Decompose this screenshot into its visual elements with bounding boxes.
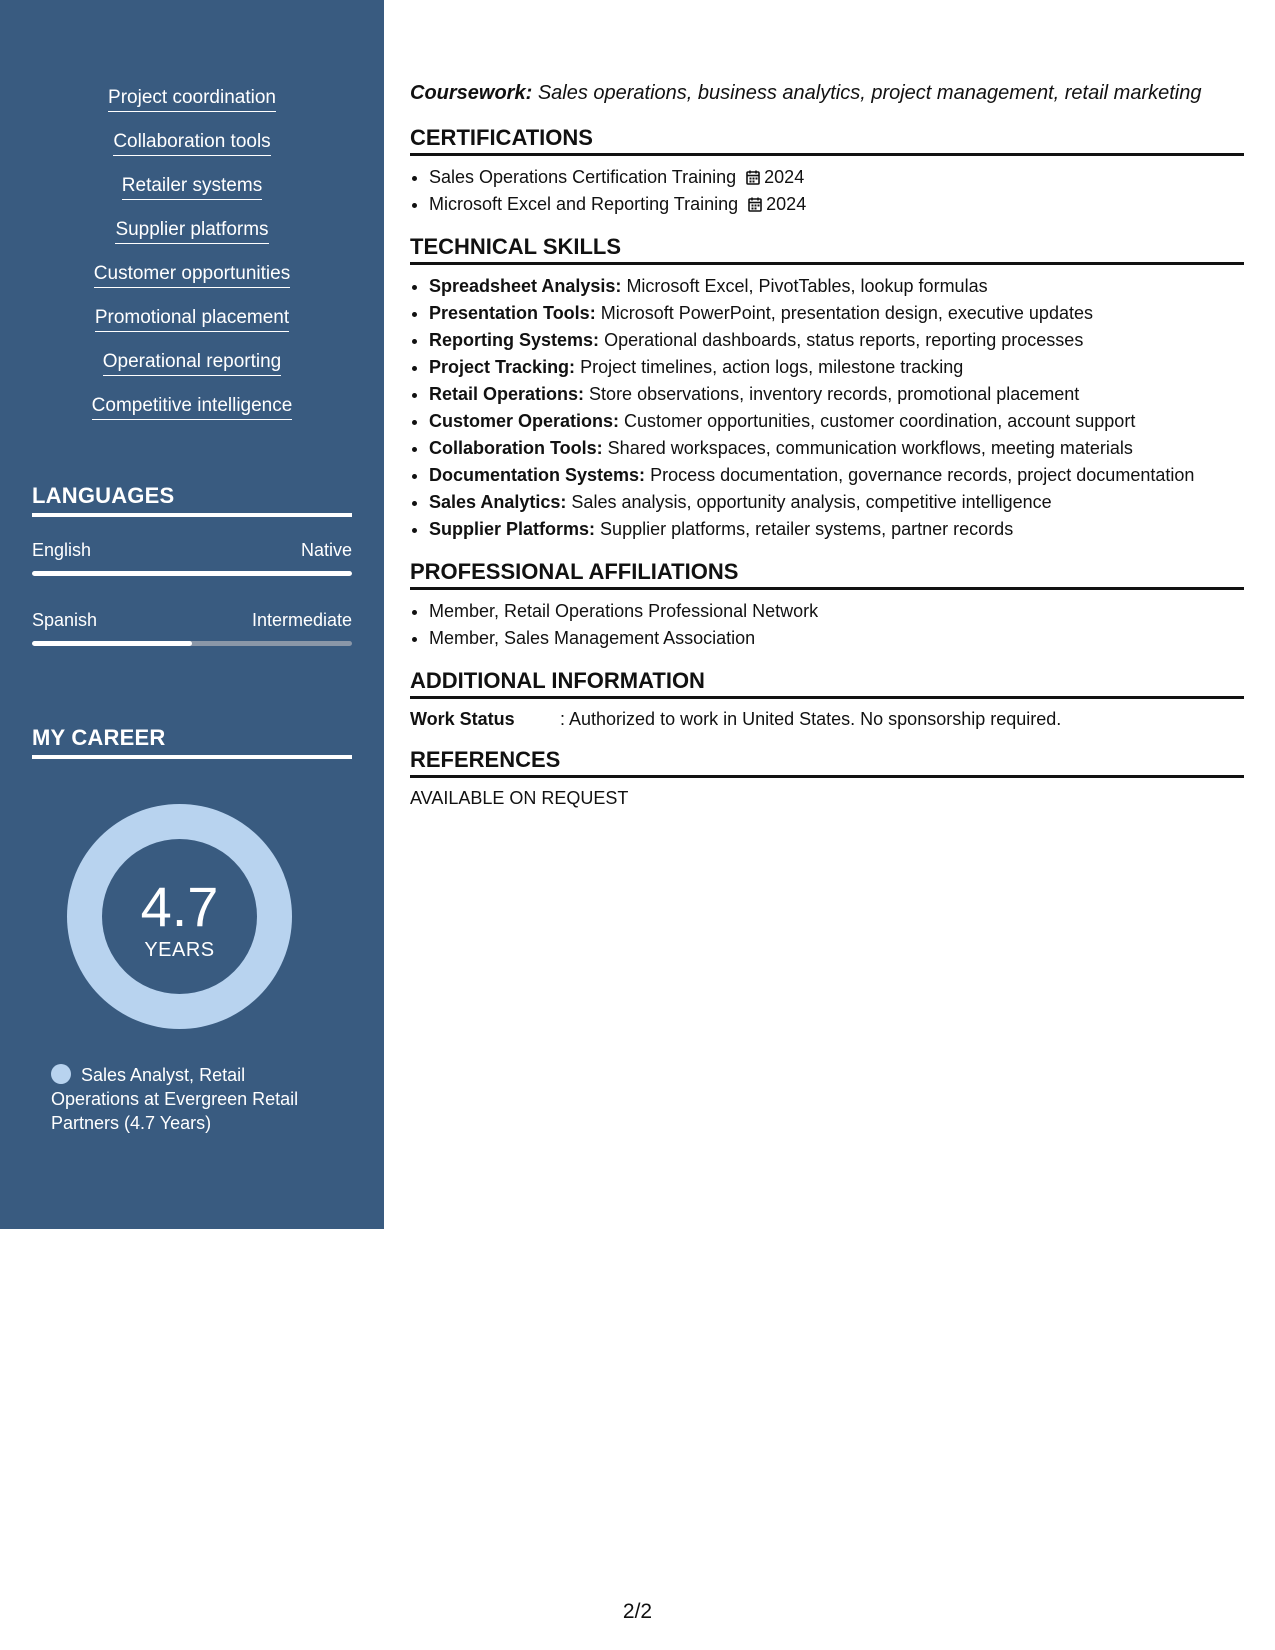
list-item xyxy=(429,300,1244,327)
language-bar-spanish xyxy=(32,641,352,646)
coursework-label: Coursework: xyxy=(410,82,533,104)
skill-label: Sales Analytics: xyxy=(429,492,567,512)
list-item xyxy=(429,354,1244,381)
certification-name: Microsoft Excel and Reporting Training xyxy=(429,194,739,214)
skill-tag: Project coordination xyxy=(108,86,276,112)
skill-text: Store observations, inventory records, promotional placement xyxy=(589,384,1080,404)
page-number: 2/2 xyxy=(622,1600,653,1623)
certification-year: 2024 xyxy=(764,167,805,187)
language-name: English xyxy=(32,540,92,560)
skill-label: Documentation Systems: xyxy=(429,465,646,485)
list-item xyxy=(429,408,1244,435)
coursework-text: Sales operations, business analytics, project management, retail marketing xyxy=(537,82,1202,104)
affiliations-list xyxy=(410,598,1244,652)
work-status-value: : Authorized to work in United States. No sponsorship required. xyxy=(560,709,1062,729)
skill-text: Microsoft PowerPoint, presentation design, executive updates xyxy=(600,303,1093,323)
certifications-heading: CERTIFICATIONS xyxy=(410,125,1244,156)
language-bar-fill xyxy=(32,641,192,646)
skill-text: Supplier platforms, retailer systems, partner records xyxy=(600,519,1014,539)
skill-label: Spreadsheet Analysis: xyxy=(429,276,622,296)
list-item xyxy=(429,462,1244,489)
skill-text: Operational dashboards, status reports, reporting processes xyxy=(604,330,1084,350)
skill-tag: Promotional placement xyxy=(95,306,289,332)
skill-text: Project timelines, action logs, milestone tracking xyxy=(580,357,964,377)
skill-tag: Competitive intelligence xyxy=(92,394,293,420)
skill-tag: Operational reporting xyxy=(103,350,282,376)
skill-tag: Supplier platforms xyxy=(115,218,268,244)
language-row-english xyxy=(32,540,352,561)
calendar-icon xyxy=(748,197,762,212)
languages-heading: LANGUAGES xyxy=(32,483,352,517)
list-item xyxy=(429,191,1244,218)
skills-list xyxy=(0,86,384,438)
list-item xyxy=(429,273,1244,300)
career-donut-center xyxy=(102,839,257,994)
list-item xyxy=(429,489,1244,516)
skill-text: Customer opportunities, customer coordination, account support xyxy=(624,411,1136,431)
skill-tag: Customer opportunities xyxy=(94,262,290,288)
list-item xyxy=(429,164,1244,191)
career-heading: MY CAREER xyxy=(32,725,352,759)
legend-dot-icon xyxy=(51,1064,71,1084)
references-heading: REFERENCES xyxy=(410,747,1244,778)
skill-label: Presentation Tools: xyxy=(429,303,596,323)
career-legend-item xyxy=(51,1063,321,1135)
certification-name: Sales Operations Certification Training xyxy=(429,167,737,187)
skill-tag: Retailer systems xyxy=(122,174,262,200)
coursework xyxy=(410,82,1244,105)
technical-skills-heading: TECHNICAL SKILLS xyxy=(410,234,1244,265)
language-bar-fill xyxy=(32,571,352,576)
language-level: Intermediate xyxy=(251,610,352,630)
main-content xyxy=(410,82,1244,810)
language-bar-english xyxy=(32,571,352,576)
sidebar xyxy=(0,0,384,1229)
language-level: Native xyxy=(300,540,352,560)
skill-label: Project Tracking: xyxy=(429,357,576,377)
list-item xyxy=(429,435,1244,462)
skill-text: Process documentation, governance records, project documentation xyxy=(650,465,1195,485)
technical-skills-list xyxy=(410,273,1244,543)
certification-year: 2024 xyxy=(766,194,807,214)
skill-text: Microsoft Excel, PivotTables, lookup formulas xyxy=(626,276,988,296)
work-status-row xyxy=(410,707,1244,731)
list-item: • Member, Sales Management Association xyxy=(429,625,1244,652)
career-total-value: 4.7 xyxy=(140,875,219,938)
skill-label: Customer Operations: xyxy=(429,411,620,431)
list-item xyxy=(429,327,1244,354)
skill-text: Sales analysis, opportunity analysis, competitive intelligence xyxy=(571,492,1052,512)
skill-text: Shared workspaces, communication workflows, meeting materials xyxy=(607,438,1133,458)
career-total-unit: YEARS xyxy=(144,939,215,961)
skill-tag: Collaboration tools xyxy=(113,130,270,156)
language-row-spanish xyxy=(32,610,352,631)
certifications-list xyxy=(410,164,1244,218)
career-item-text: Sales Analyst, Retail Operations at Evergreen Retail Partners (4.7 Years) xyxy=(51,1065,299,1133)
list-item xyxy=(429,516,1244,543)
skill-label: Collaboration Tools: xyxy=(429,438,603,458)
additional-info-heading: ADDITIONAL INFORMATION xyxy=(410,668,1244,699)
career-donut-chart xyxy=(67,804,292,1029)
skill-label: Reporting Systems: xyxy=(429,330,600,350)
work-status-label: Work Status xyxy=(410,709,515,729)
calendar-icon xyxy=(746,170,760,185)
affiliations-heading: PROFESSIONAL AFFILIATIONS xyxy=(410,559,1244,590)
references-text: AVAILABLE ON REQUEST xyxy=(410,788,629,808)
list-item: • Member, Retail Operations Professional Network xyxy=(429,598,1244,625)
language-name: Spanish xyxy=(32,610,98,630)
skill-label: Retail Operations: xyxy=(429,384,585,404)
list-item xyxy=(429,381,1244,408)
skill-label: Supplier Platforms: xyxy=(429,519,596,539)
